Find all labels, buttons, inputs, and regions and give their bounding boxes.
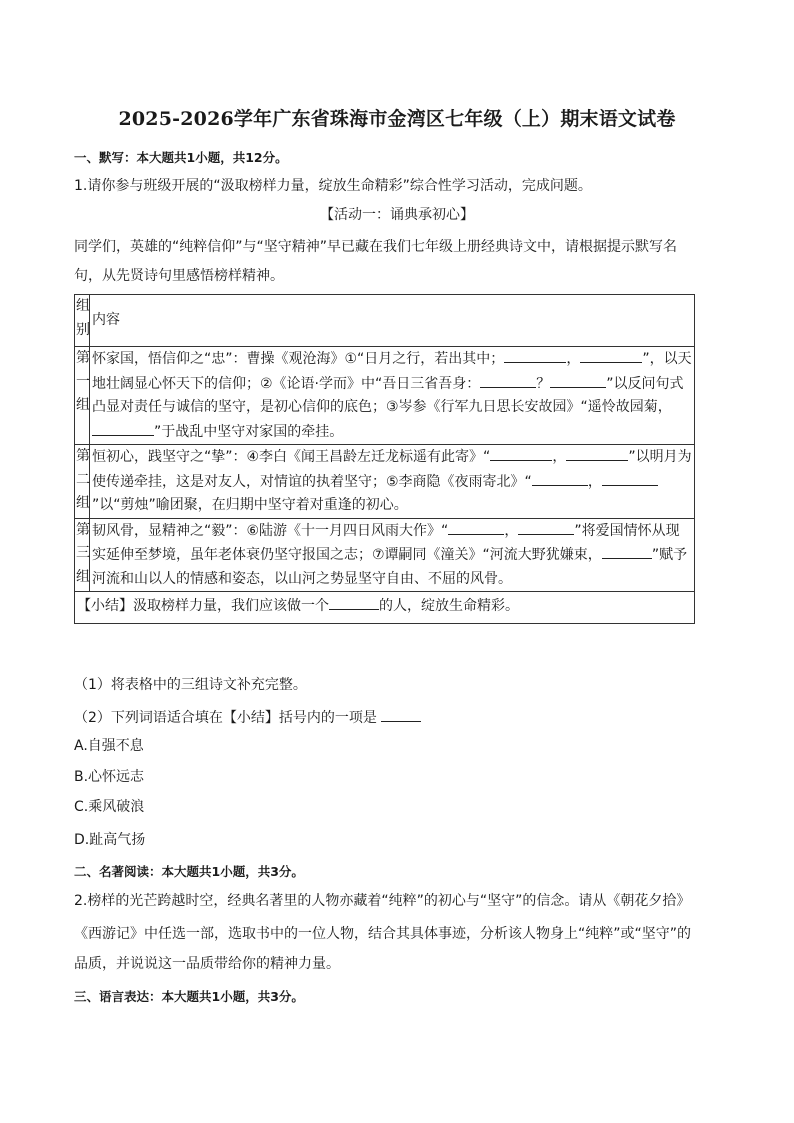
sub2-answer-blank[interactable] — [381, 706, 421, 722]
row2-content-cell: 恒初心，践坚守之“挚”：④李白《闻王昌龄左迁龙标遥有此寄》“ ， ”以明月为使传递牵挂，这是对友人，对情谊的执着坚守；⑤李商隐《夜雨寄北》“ ，”以“剪烛”喻团聚，在归期中坚守着对重逢的初心。 — [90, 445, 695, 519]
blank-7[interactable] — [566, 445, 628, 461]
option-c[interactable]: C.乘风破浪 — [74, 799, 145, 815]
table-summary-row — [75, 592, 695, 624]
table-row — [75, 347, 695, 445]
question-2-line-3: 品质，并说说这一品质带给你的精神力量。 — [74, 956, 340, 972]
row2-group-cell: 第二组 — [75, 445, 90, 519]
blank-11[interactable] — [518, 519, 574, 535]
table-row — [75, 445, 695, 519]
sub-question-2: （2）下列词语适合填在【小结】括号内的一项是 — [74, 706, 421, 728]
table-header-row — [75, 295, 695, 347]
poetry-table — [74, 294, 695, 624]
sub-question-1: （1）将表格中的三组诗文补充完整。 — [74, 677, 307, 693]
header-content-cell: 内容 — [90, 295, 695, 347]
summary-cell: 【小结】汲取榜样力量，我们应该做一个 的人，绽放生命精彩。 — [75, 592, 695, 624]
blank-4[interactable] — [550, 372, 606, 388]
section-2-heading: 二、名著阅读：本大题共1小题，共3分。 — [74, 864, 304, 879]
row3-group-cell: 第三组 — [75, 518, 90, 592]
blank-5[interactable] — [92, 420, 154, 436]
blank-2[interactable] — [580, 347, 642, 363]
question-1-stem: 1.请你参与班级开展的“汲取榜样力量，绽放生命精彩”综合性学习活动，完成问题。 — [74, 178, 592, 194]
section-1-heading: 一、默写：本大题共1小题，共12分。 — [74, 150, 288, 165]
section-3-heading: 三、语言表达：本大题共1小题，共3分。 — [74, 989, 304, 1004]
option-b[interactable]: B.心怀远志 — [74, 769, 145, 785]
activity-heading: 【活动一：诵典承初心】 — [320, 207, 474, 223]
option-a[interactable]: A.自强不息 — [74, 738, 144, 754]
question-2-line-2: 《西游记》中任选一部，选取书中的一位人物，结合其具体事迹，分析该人物身上“纯粹”或“坚守”的 — [74, 926, 692, 942]
blank-12[interactable] — [602, 543, 652, 559]
row1-group-cell: 第一组 — [75, 347, 90, 445]
exam-title: 2025-2026学年广东省珠海市金湾区七年级（上）期末语文试卷 — [118, 108, 676, 130]
intro-line-2: 句，从先贤诗句里感悟榜样精神。 — [74, 268, 284, 284]
blank-9[interactable] — [602, 470, 658, 486]
question-2-line-1: 2.榜样的光芒跨越时空，经典名著里的人物亦藏着“纯粹”的初心与“坚守”的信念。请从《朝花夕拾》 — [74, 893, 691, 909]
blank-8[interactable] — [532, 470, 588, 486]
row1-content-cell: 怀家国，悟信仰之“忠”：曹操《观沧海》①“日月之行，若出其中； ， ”，以天地壮阔显心怀天下的信仰；②《论语·学而》中“吾日三省吾身： ？ ”以反问句式凸显对责任与诚信的坚守，是初心信仰的底色；③岑参《行军九日思长安故园》“遥怜故园菊，”于战乱中坚守对家国的牵挂。 — [90, 347, 695, 445]
summary-blank[interactable] — [329, 594, 379, 610]
header-group-cell: 组别 — [75, 295, 90, 347]
blank-6[interactable] — [490, 445, 552, 461]
option-d[interactable]: D.趾高气扬 — [74, 832, 146, 848]
blank-1[interactable] — [504, 347, 566, 363]
intro-line-1: 同学们，英雄的“纯粹信仰”与“坚守精神”早已藏在我们七年级上册经典诗文中，请根据提示默写名 — [74, 239, 678, 255]
blank-10[interactable] — [448, 519, 504, 535]
blank-3[interactable] — [480, 372, 536, 388]
row3-content-cell: 韧风骨，显精神之“毅”：⑥陆游《十一月四日风雨大作》“ ， ”将爱国情怀从现实延伸至梦境，虽年老体衰仍坚守报国之志；⑦谭嗣同《潼关》“河流大野犹嫌束， ”赋予河流和山以人的情感和姿态，以山河之势显坚守自由、不屈的风骨。 — [90, 518, 695, 592]
table-row — [75, 518, 695, 592]
